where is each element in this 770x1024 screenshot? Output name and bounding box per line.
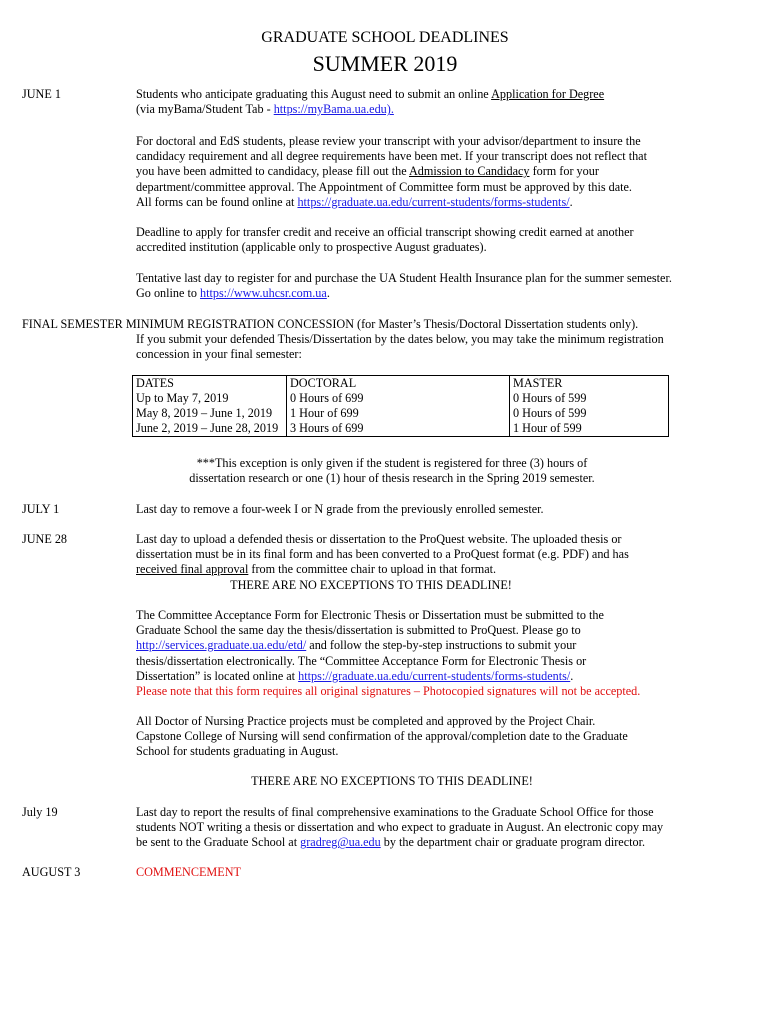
table-cell: 1 Hour of 599 bbox=[510, 421, 669, 437]
table-cell: June 2, 2019 – June 28, 2019 bbox=[133, 421, 287, 437]
paragraph-line: All forms can be found online at bbox=[136, 194, 298, 209]
paragraph-line: All Doctor of Nursing Practice projects must be completed and approved by the Project Chair. bbox=[136, 714, 596, 728]
paragraph-line: . bbox=[570, 668, 574, 683]
gradreg-email-link[interactable]: gradreg@ua.edu bbox=[300, 835, 381, 850]
mybama-link[interactable]: https://myBama.ua.edu). bbox=[273, 102, 394, 117]
deadline-date-june1: JUNE 1 bbox=[22, 87, 61, 101]
table-row bbox=[133, 391, 669, 406]
page-title: SUMMER 2019 bbox=[312, 51, 458, 76]
etd-link[interactable]: http://services.graduate.ua.edu/etd/ bbox=[136, 638, 307, 653]
paragraph-line: thesis/dissertation electronically. The “Committee Acceptance Form for Electronic Thesis or bbox=[136, 653, 587, 668]
paragraph-line: by the department chair or graduate program director. bbox=[380, 835, 646, 850]
table-cell: 1 Hour of 699 bbox=[287, 406, 510, 421]
paragraph-line: you have been admitted to candidacy, please fill out the bbox=[136, 164, 409, 179]
deadline-date-august3: AUGUST 3 bbox=[22, 865, 81, 879]
table-cell: May 8, 2019 – June 1, 2019 bbox=[133, 406, 287, 421]
paragraph-line: dissertation research or one (1) hour of thesis research in the Spring 2019 semester. bbox=[189, 471, 595, 486]
transfer-credit-paragraph bbox=[136, 225, 736, 255]
table-row bbox=[133, 406, 669, 421]
deadline-date-july19: July 19 bbox=[22, 805, 58, 819]
committee-form-paragraph bbox=[136, 608, 736, 699]
comprehensive-exam-paragraph bbox=[136, 805, 756, 851]
received-final-approval: received final approval bbox=[136, 562, 249, 577]
deadline-date-june28: JUNE 28 bbox=[22, 532, 68, 546]
forms-link[interactable]: https://graduate.ua.edu/current-students/forms-students/ bbox=[297, 194, 570, 209]
paragraph-line: candidacy requirement and all degree requirements have been met. If your transcript does not reflect that bbox=[136, 149, 647, 164]
no-exceptions-notice: THERE ARE NO EXCEPTIONS TO THIS DEADLINE! bbox=[251, 774, 533, 788]
paragraph-line: The Committee Acceptance Form for Electronic Thesis or Dissertation must be submitted to the bbox=[136, 608, 604, 622]
deadline-date-july1: JULY 1 bbox=[22, 502, 60, 516]
concession-table bbox=[132, 375, 669, 437]
table-cell: 0 Hours of 699 bbox=[287, 391, 510, 406]
proquest-paragraph bbox=[136, 532, 736, 593]
paragraph-line: accredited institution (applicable only to prospective August graduates). bbox=[136, 240, 487, 255]
june1-text: Students who anticipate graduating this August need to submit an online bbox=[136, 87, 492, 101]
table-row bbox=[133, 421, 669, 437]
paragraph-line: Last day to upload a defended thesis or dissertation to the ProQuest website. The uploaded thesis or bbox=[136, 532, 622, 546]
paragraph-line: ***This exception is only given if the student is registered for three (3) hours of bbox=[196, 456, 588, 470]
table-header-row bbox=[133, 376, 669, 392]
paragraph-line: Go online to bbox=[136, 286, 200, 301]
paragraph-line: be sent to the Graduate School at bbox=[136, 835, 301, 850]
table-cell: 0 Hours of 599 bbox=[510, 391, 669, 406]
paragraph-line: For doctoral and EdS students, please review your transcript with your advisor/department to insure the bbox=[136, 134, 641, 148]
paragraph-line: department/committee approval. The Appointment of Committee form must be approved by this date. bbox=[136, 179, 632, 194]
commencement-label: COMMENCEMENT bbox=[136, 865, 241, 879]
signature-warning: Please note that this form requires all original signatures – Photocopied signatures will not be accepted. bbox=[136, 684, 641, 699]
table-header-cell: MASTER bbox=[510, 376, 669, 392]
paragraph-line: Capstone College of Nursing will send confirmation of the approval/completion date to the Graduate bbox=[136, 729, 628, 744]
july1-text: Last day to remove a four-week I or N grade from the previously enrolled semester. bbox=[136, 502, 544, 516]
forms-link[interactable]: https://graduate.ua.edu/current-students/forms-students/ bbox=[298, 668, 571, 683]
paragraph-line: Graduate School the same day the thesis/dissertation is submitted to ProQuest. Please go to bbox=[136, 623, 581, 638]
paragraph-line: concession in your final semester: bbox=[136, 347, 302, 362]
page-heading: GRADUATE SCHOOL DEADLINES bbox=[261, 29, 509, 46]
table-header-cell: DATES bbox=[133, 376, 287, 392]
no-exceptions-notice: THERE ARE NO EXCEPTIONS TO THIS DEADLINE! bbox=[230, 577, 512, 592]
paragraph-line: Tentative last day to register for and purchase the UA Student Health Insurance plan for the summer semester. bbox=[136, 271, 672, 285]
paragraph-line: Last day to report the results of final comprehensive examinations to the Graduate School Office for those bbox=[136, 805, 654, 819]
paragraph-line: . bbox=[569, 194, 573, 209]
admission-to-candidacy: Admission to Candidacy bbox=[409, 164, 530, 179]
paragraph-line: dissertation must be in its final form and has been converted to a ProQuest format (e.g. PDF) and has bbox=[136, 547, 629, 562]
concession-note bbox=[22, 456, 762, 486]
paragraph-line: students NOT writing a thesis or dissertation and who expect to graduate in August. An electronic copy may bbox=[136, 820, 664, 835]
application-for-degree: Application for Degree bbox=[491, 87, 605, 101]
concession-intro bbox=[136, 332, 736, 362]
june1-text: (via myBama/Student Tab - bbox=[136, 102, 274, 117]
table-cell: 3 Hours of 699 bbox=[287, 421, 510, 437]
paragraph-line: . bbox=[326, 286, 330, 301]
paragraph-line: If you submit your defended Thesis/Dissertation by the dates below, you may take the minimum registration bbox=[136, 332, 664, 346]
concession-title: FINAL SEMESTER MINIMUM REGISTRATION CONCESSION (for Master’s Thesis/Doctoral Dissertation students only). bbox=[22, 317, 639, 331]
paragraph-line: form for your bbox=[529, 164, 599, 179]
paragraph-line: and follow the step-by-step instructions to submit your bbox=[306, 638, 577, 653]
table-cell: Up to May 7, 2019 bbox=[133, 391, 287, 406]
uhcsr-link[interactable]: https://www.uhcsr.com.ua bbox=[199, 286, 327, 301]
health-insurance-paragraph bbox=[136, 271, 736, 301]
table-cell: 0 Hours of 599 bbox=[510, 406, 669, 421]
nursing-paragraph bbox=[136, 714, 736, 760]
paragraph-line: School for students graduating in August. bbox=[136, 744, 339, 759]
june1-section bbox=[136, 87, 736, 117]
paragraph-line: Dissertation” is located online at bbox=[136, 668, 299, 683]
paragraph-line: Deadline to apply for transfer credit and receive an official transcript showing credit earned at another bbox=[136, 225, 634, 239]
table-header-cell: DOCTORAL bbox=[287, 376, 510, 392]
paragraph-line: from the committee chair to upload in that format. bbox=[248, 562, 497, 577]
candidacy-paragraph bbox=[136, 134, 736, 210]
